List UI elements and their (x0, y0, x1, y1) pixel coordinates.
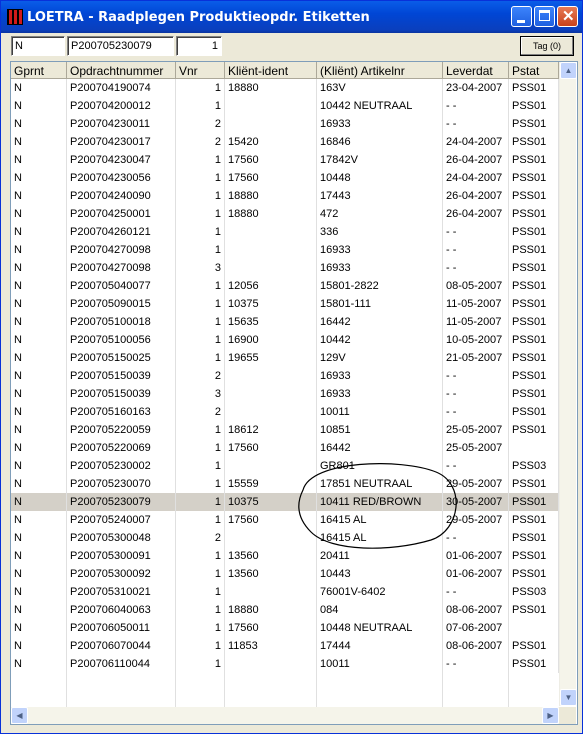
cell-order-number: P200704260121 (67, 223, 176, 241)
cell-delivery-date: - - (443, 583, 509, 601)
vertical-scrollbar[interactable] (559, 62, 576, 706)
cell-article-number: 17851 NEUTRAAL (317, 475, 443, 493)
cell-order-number: P200706050011 (67, 619, 176, 637)
table-row[interactable] (11, 169, 559, 187)
cell-vnr: 1 (176, 187, 225, 205)
cell-article-number: 084 (317, 601, 443, 619)
cell-delivery-date: 29-05-2007 (443, 511, 509, 529)
cell-article-number: 17444 (317, 637, 443, 655)
cell-gprnt: N (11, 529, 67, 547)
cell-delivery-date: - - (443, 223, 509, 241)
scroll-right-button[interactable] (542, 707, 559, 724)
cell-gprnt: N (11, 475, 67, 493)
table-row-selected[interactable] (11, 493, 559, 511)
cell-delivery-date: - - (443, 457, 509, 475)
cell-article-number: 472 (317, 205, 443, 223)
cell-client-ident (225, 223, 317, 241)
table-row[interactable] (11, 385, 559, 403)
scroll-left-button[interactable] (11, 707, 28, 724)
cell-article-number: 16933 (317, 385, 443, 403)
cell-article-number: 16442 (317, 313, 443, 331)
column-header-order-number[interactable]: Opdrachtnummer (67, 62, 176, 79)
cell-client-ident: 18612 (225, 421, 317, 439)
cell-order-number: P200704230056 (67, 169, 176, 187)
cell-order-number: P200704240090 (67, 187, 176, 205)
cell-delivery-date: - - (443, 385, 509, 403)
cell-client-ident: 18880 (225, 601, 317, 619)
column-header-client-ident[interactable]: Kliënt-ident (225, 62, 317, 79)
cell-delivery-date: - - (443, 403, 509, 421)
cell-gprnt: N (11, 421, 67, 439)
cell-delivery-date: 30-05-2007 (443, 493, 509, 511)
cell-vnr: 2 (176, 133, 225, 151)
table-row[interactable] (11, 529, 559, 547)
cell-delivery-date: 21-05-2007 (443, 349, 509, 367)
cell-delivery-date: 25-05-2007 (443, 421, 509, 439)
cell-vnr: 1 (176, 457, 225, 475)
cell-client-ident: 17560 (225, 619, 317, 637)
cell-vnr: 1 (176, 583, 225, 601)
arrow-down-icon: ▼ (564, 693, 573, 702)
cell-gprnt: N (11, 205, 67, 223)
cell-vnr: 1 (176, 511, 225, 529)
horizontal-scrollbar[interactable] (11, 707, 559, 724)
cell-client-ident (225, 403, 317, 421)
cell-gprnt: N (11, 511, 67, 529)
cell-delivery-date: 26-04-2007 (443, 151, 509, 169)
cell-gprnt: N (11, 151, 67, 169)
cell-order-number: P200705220059 (67, 421, 176, 439)
cell-order-number: P200705100056 (67, 331, 176, 349)
cell-delivery-date: 11-05-2007 (443, 313, 509, 331)
cell-client-ident: 13560 (225, 547, 317, 565)
cell-delivery-date: - - (443, 241, 509, 259)
cell-pstat: PSS01 (509, 403, 559, 421)
cell-order-number: P200704230047 (67, 151, 176, 169)
cell-article-number: 163V (317, 79, 443, 97)
cell-article-number: 10448 (317, 169, 443, 187)
cell-article-number: 16933 (317, 259, 443, 277)
close-button[interactable] (557, 6, 578, 27)
cell-order-number: P200704270098 (67, 259, 176, 277)
cell-vnr: 1 (176, 295, 225, 313)
cell-pstat: PSS01 (509, 655, 559, 673)
cell-gprnt: N (11, 115, 67, 133)
table-row[interactable] (11, 79, 559, 97)
cell-pstat: PSS01 (509, 295, 559, 313)
cell-client-ident: 18880 (225, 79, 317, 97)
cell-delivery-date: 08-05-2007 (443, 277, 509, 295)
cell-vnr: 1 (176, 547, 225, 565)
cell-gprnt: N (11, 187, 67, 205)
cell-gprnt: N (11, 277, 67, 295)
arrow-right-icon: ▶ (547, 711, 554, 720)
table-row[interactable] (11, 349, 559, 367)
cell-vnr: 1 (176, 439, 225, 457)
cell-vnr: 1 (176, 205, 225, 223)
table-row[interactable] (11, 583, 559, 601)
cell-article-number: 10411 RED/BROWN (317, 493, 443, 511)
cell-client-ident: 18880 (225, 187, 317, 205)
table-row[interactable] (11, 205, 559, 223)
maximize-button[interactable] (534, 6, 555, 27)
cell-vnr: 1 (176, 97, 225, 115)
minimize-button[interactable] (511, 6, 532, 27)
cell-pstat: PSS01 (509, 637, 559, 655)
cell-order-number: P200706070044 (67, 637, 176, 655)
cell-article-number: 10442 (317, 331, 443, 349)
table-row[interactable] (11, 511, 559, 529)
cell-delivery-date: 11-05-2007 (443, 295, 509, 313)
cell-pstat: PSS01 (509, 133, 559, 151)
cell-vnr: 1 (176, 313, 225, 331)
cell-delivery-date: 07-06-2007 (443, 619, 509, 637)
cell-pstat: PSS01 (509, 97, 559, 115)
table-row[interactable] (11, 475, 559, 493)
cell-vnr: 1 (176, 277, 225, 295)
title-bar[interactable] (1, 1, 582, 33)
column-header-pstat[interactable]: Pstat (509, 62, 559, 79)
table-row[interactable] (11, 151, 559, 169)
cell-gprnt: N (11, 547, 67, 565)
cell-gprnt: N (11, 349, 67, 367)
cell-order-number: P200706110044 (67, 655, 176, 673)
cell-delivery-date: - - (443, 367, 509, 385)
cell-vnr: 3 (176, 259, 225, 277)
close-icon: ✕ (562, 8, 575, 25)
cell-article-number: 17443 (317, 187, 443, 205)
cell-client-ident (225, 655, 317, 673)
table-row[interactable] (11, 277, 559, 295)
table-row[interactable] (11, 133, 559, 151)
cell-pstat (509, 619, 559, 637)
cell-pstat: PSS03 (509, 583, 559, 601)
cell-client-ident: 17560 (225, 439, 317, 457)
cell-client-ident: 15635 (225, 313, 317, 331)
cell-vnr: 1 (176, 493, 225, 511)
cell-gprnt: N (11, 79, 67, 97)
cell-order-number: P200704230017 (67, 133, 176, 151)
cell-pstat: PSS01 (509, 187, 559, 205)
cell-pstat: PSS01 (509, 367, 559, 385)
scrollbar-corner (559, 707, 576, 724)
cell-client-ident: 15559 (225, 475, 317, 493)
cell-vnr: 1 (176, 331, 225, 349)
table-row[interactable] (11, 241, 559, 259)
cell-gprnt: N (11, 241, 67, 259)
cell-gprnt: N (11, 259, 67, 277)
table-row[interactable] (11, 403, 559, 421)
cell-vnr: 1 (176, 619, 225, 637)
cell-order-number: P200705150025 (67, 349, 176, 367)
cell-gprnt: N (11, 223, 67, 241)
cell-client-ident: 15420 (225, 133, 317, 151)
cell-order-number: P200705220069 (67, 439, 176, 457)
cell-pstat: PSS01 (509, 331, 559, 349)
cell-order-number: P200704230011 (67, 115, 176, 133)
cell-client-ident: 10375 (225, 295, 317, 313)
cell-vnr: 2 (176, 529, 225, 547)
table-row[interactable] (11, 565, 559, 583)
cell-client-ident (225, 259, 317, 277)
cell-pstat: PSS01 (509, 241, 559, 259)
cell-gprnt: N (11, 97, 67, 115)
cell-order-number: P200704250001 (67, 205, 176, 223)
cell-pstat: PSS01 (509, 223, 559, 241)
cell-order-number: P200705160163 (67, 403, 176, 421)
table-row[interactable] (11, 331, 559, 349)
line-number-field[interactable]: 1 (176, 36, 222, 56)
table-row[interactable] (11, 439, 559, 457)
cell-delivery-date: 23-04-2007 (443, 79, 509, 97)
table-row[interactable] (11, 223, 559, 241)
cell-client-ident: 17560 (225, 169, 317, 187)
cell-gprnt: N (11, 367, 67, 385)
table-row[interactable] (11, 619, 559, 637)
cell-order-number: P200704270098 (67, 241, 176, 259)
cell-order-number: P200705240007 (67, 511, 176, 529)
cell-gprnt: N (11, 601, 67, 619)
table-row[interactable] (11, 601, 559, 619)
cell-client-ident (225, 529, 317, 547)
table-row[interactable] (11, 187, 559, 205)
type-field[interactable]: N (11, 36, 65, 56)
cell-pstat: PSS01 (509, 601, 559, 619)
cell-pstat: PSS01 (509, 547, 559, 565)
cell-order-number: P200706040063 (67, 601, 176, 619)
table-row[interactable] (11, 457, 559, 475)
cell-order-number: P200705230070 (67, 475, 176, 493)
cell-article-number: 16415 AL (317, 511, 443, 529)
cell-article-number: 20411 (317, 547, 443, 565)
table-row[interactable] (11, 115, 559, 133)
arrow-up-icon: ▲ (564, 66, 573, 75)
cell-vnr: 1 (176, 79, 225, 97)
cell-gprnt: N (11, 655, 67, 673)
window-title: LOETRA - Raadplegen Produktieopdr. Etiketten (27, 10, 370, 25)
cell-vnr: 2 (176, 403, 225, 421)
cell-article-number: 16933 (317, 115, 443, 133)
cell-gprnt: N (11, 313, 67, 331)
cell-delivery-date: 24-04-2007 (443, 133, 509, 151)
table-row[interactable] (11, 547, 559, 565)
cell-pstat: PSS01 (509, 421, 559, 439)
cell-delivery-date: 26-04-2007 (443, 205, 509, 223)
cell-vnr: 1 (176, 349, 225, 367)
table-row[interactable] (11, 259, 559, 277)
cell-article-number: 10442 NEUTRAAL (317, 97, 443, 115)
cell-delivery-date: 29-05-2007 (443, 475, 509, 493)
table-row[interactable] (11, 367, 559, 385)
cell-client-ident: 17560 (225, 151, 317, 169)
cell-client-ident: 10375 (225, 493, 317, 511)
cell-client-ident (225, 97, 317, 115)
app-icon (7, 9, 23, 25)
cell-pstat: PSS01 (509, 259, 559, 277)
arrow-left-icon: ◀ (16, 711, 23, 720)
cell-vnr: 1 (176, 421, 225, 439)
cell-client-ident: 17560 (225, 511, 317, 529)
cell-order-number: P200704200012 (67, 97, 176, 115)
cell-delivery-date: 08-06-2007 (443, 601, 509, 619)
cell-order-number: P200705300092 (67, 565, 176, 583)
cell-article-number: 10011 (317, 403, 443, 421)
cell-pstat (509, 439, 559, 457)
cell-delivery-date: 01-06-2007 (443, 547, 509, 565)
table-row[interactable] (11, 313, 559, 331)
cell-pstat: PSS01 (509, 475, 559, 493)
cell-article-number: 10011 (317, 655, 443, 673)
cell-gprnt: N (11, 133, 67, 151)
cell-pstat: PSS01 (509, 349, 559, 367)
cell-gprnt: N (11, 637, 67, 655)
cell-delivery-date: - - (443, 529, 509, 547)
cell-order-number: P200705090015 (67, 295, 176, 313)
cell-gprnt: N (11, 457, 67, 475)
cell-article-number: 10851 (317, 421, 443, 439)
cell-gprnt: N (11, 565, 67, 583)
cell-vnr: 2 (176, 367, 225, 385)
cell-article-number: GR801 (317, 457, 443, 475)
cell-article-number: 16933 (317, 241, 443, 259)
scroll-up-button[interactable] (560, 62, 577, 79)
cell-vnr: 1 (176, 169, 225, 187)
cell-gprnt: N (11, 295, 67, 313)
cell-vnr: 1 (176, 241, 225, 259)
cell-order-number: P200705300048 (67, 529, 176, 547)
column-header-delivery-date[interactable]: Leverdat (443, 62, 509, 79)
cell-client-ident: 12056 (225, 277, 317, 295)
cell-client-ident: 11853 (225, 637, 317, 655)
cell-pstat: PSS01 (509, 79, 559, 97)
cell-article-number: 16846 (317, 133, 443, 151)
cell-client-ident: 16900 (225, 331, 317, 349)
cell-pstat: PSS01 (509, 169, 559, 187)
tag-button[interactable]: Tag (0) (520, 36, 574, 56)
maximize-icon (539, 10, 550, 21)
cell-pstat: PSS01 (509, 205, 559, 223)
cell-article-number: 76001V-6402 (317, 583, 443, 601)
cell-vnr: 1 (176, 601, 225, 619)
cell-delivery-date: - - (443, 655, 509, 673)
cell-gprnt: N (11, 331, 67, 349)
cell-pstat: PSS01 (509, 511, 559, 529)
cell-delivery-date: 26-04-2007 (443, 187, 509, 205)
cell-pstat: PSS01 (509, 151, 559, 169)
cell-client-ident: 18880 (225, 205, 317, 223)
cell-order-number: P200705310021 (67, 583, 176, 601)
order-number-field[interactable]: P200705230079 (67, 36, 174, 56)
cell-client-ident (225, 583, 317, 601)
cell-gprnt: N (11, 385, 67, 403)
minimize-icon (517, 20, 525, 23)
cell-pstat: PSS01 (509, 277, 559, 295)
cell-delivery-date: 25-05-2007 (443, 439, 509, 457)
cell-client-ident (225, 385, 317, 403)
cell-gprnt: N (11, 169, 67, 187)
cell-client-ident (225, 241, 317, 259)
cell-client-ident: 13560 (225, 565, 317, 583)
cell-pstat: PSS01 (509, 565, 559, 583)
column-header-gprnt[interactable]: Gprnt (11, 62, 67, 79)
table-row[interactable] (11, 421, 559, 439)
cell-gprnt: N (11, 583, 67, 601)
cell-vnr: 1 (176, 223, 225, 241)
cell-delivery-date: 10-05-2007 (443, 331, 509, 349)
cell-article-number: 16933 (317, 367, 443, 385)
cell-vnr: 1 (176, 655, 225, 673)
cell-client-ident (225, 115, 317, 133)
cell-pstat: PSS01 (509, 385, 559, 403)
orders-grid[interactable] (10, 61, 578, 725)
cell-pstat: PSS03 (509, 457, 559, 475)
cell-article-number: 16442 (317, 439, 443, 457)
cell-vnr: 1 (176, 151, 225, 169)
cell-pstat: PSS01 (509, 115, 559, 133)
column-header-vnr[interactable]: Vnr (176, 62, 225, 79)
cell-vnr: 2 (176, 115, 225, 133)
cell-article-number: 15801-111 (317, 295, 443, 313)
cell-delivery-date: - - (443, 97, 509, 115)
column-header-article-number[interactable]: (Kliënt) Artikelnr (317, 62, 443, 79)
table-row[interactable] (11, 295, 559, 313)
cell-order-number: P200705150039 (67, 385, 176, 403)
cell-delivery-date: - - (443, 115, 509, 133)
cell-order-number: P200705150039 (67, 367, 176, 385)
cell-pstat: PSS01 (509, 313, 559, 331)
cell-vnr: 3 (176, 385, 225, 403)
cell-order-number: P200705230002 (67, 457, 176, 475)
cell-client-ident: 19655 (225, 349, 317, 367)
cell-vnr: 1 (176, 565, 225, 583)
cell-article-number: 17842V (317, 151, 443, 169)
cell-gprnt: N (11, 619, 67, 637)
scroll-down-button[interactable] (560, 689, 577, 706)
cell-delivery-date: 08-06-2007 (443, 637, 509, 655)
cell-client-ident (225, 367, 317, 385)
cell-client-ident (225, 457, 317, 475)
cell-article-number: 129V (317, 349, 443, 367)
cell-article-number: 10443 (317, 565, 443, 583)
table-row[interactable] (11, 97, 559, 115)
cell-article-number: 16415 AL (317, 529, 443, 547)
cell-gprnt: N (11, 403, 67, 421)
cell-pstat: PSS01 (509, 493, 559, 511)
cell-gprnt: N (11, 493, 67, 511)
table-row[interactable] (11, 637, 559, 655)
cell-article-number: 10448 NEUTRAAL (317, 619, 443, 637)
cell-delivery-date: 24-04-2007 (443, 169, 509, 187)
cell-article-number: 336 (317, 223, 443, 241)
cell-delivery-date: 01-06-2007 (443, 565, 509, 583)
cell-order-number: P200705040077 (67, 277, 176, 295)
cell-order-number: P200704190074 (67, 79, 176, 97)
cell-gprnt: N (11, 439, 67, 457)
cell-order-number: P200705300091 (67, 547, 176, 565)
cell-order-number: P200705100018 (67, 313, 176, 331)
table-row[interactable] (11, 655, 559, 673)
cell-article-number: 15801-2822 (317, 277, 443, 295)
cell-order-number: P200705230079 (67, 493, 176, 511)
cell-vnr: 1 (176, 475, 225, 493)
cell-pstat: PSS01 (509, 529, 559, 547)
cell-vnr: 1 (176, 637, 225, 655)
cell-delivery-date: - - (443, 259, 509, 277)
